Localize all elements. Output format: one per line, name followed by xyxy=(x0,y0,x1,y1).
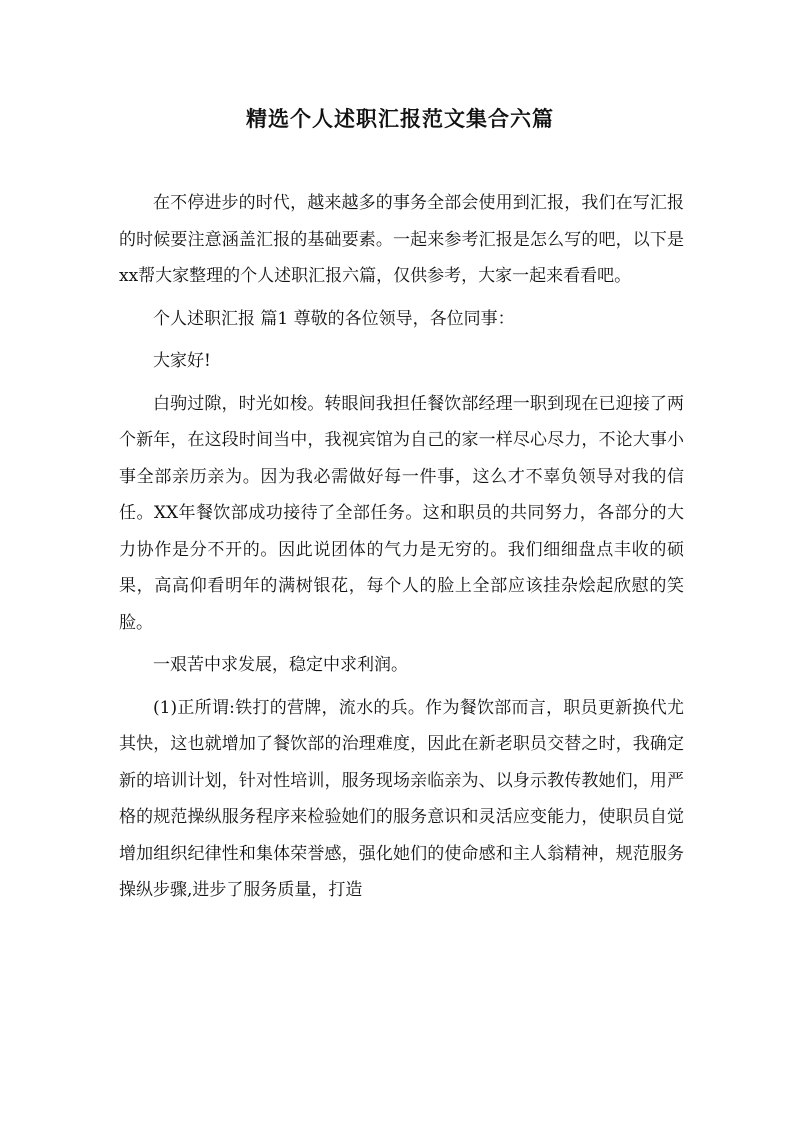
paragraph-greeting: 大家好! xyxy=(153,351,211,371)
paragraph-subheading: 一艰苦中求发展，稳定中求利润。 xyxy=(153,655,408,675)
document-title: 精选个人述职汇报范文集合六篇 xyxy=(246,106,554,131)
paragraph-point-1: (1)正所谓:铁打的营牌，流水的兵。作为餐饮部而言，职员更新换代尤其快，这也就增加了餐饮部的治理难度，因此在新老职员交替之时，我确定新的培训计划，针对性培训，服务现场亲临亲为、以身示教传教她们，用严格的规范操纵服务程序来检验她们的服务意识和灵活应变能力，使职员自觉增加组织纪律性和集体荣誉感，强化她们的使命感和主人翁精神，规范服务操纵步骤,进步了服务质量，打造 xyxy=(119,697,684,900)
document-body xyxy=(119,185,684,915)
paragraph-intro: 在不停进步的时代，越来越多的事务全部会使用到汇报，我们在写汇报的时候要注意涵盖汇报的基础要素。一起来参考汇报是怎么写的吧，以下是xx帮大家整理的个人述职汇报六篇，仅供参考，大家一起来看看吧。 xyxy=(119,193,684,286)
paragraph-section-heading: 个人述职汇报 篇1 尊敬的各位领导，各位同事： xyxy=(153,308,515,329)
paragraph-main: 白驹过隙，时光如梭。转眼间我担任餐饮部经理一职到现在已迎接了两个新年，在这段时间当中，我视宾馆为自己的家一样尽心尽力，不论大事小事全部亲历亲为。因为我必需做好每一件事，这么才不辜负领导对我的信任。XX年餐饮部成功接待了全部任务。这和职员的共同努力，各部分的大力协作是分不开的。因此说团体的气力是无穷的。我们细细盘点丰收的硕果，高高仰看明年的满树银花，每个人的脸上全部应该挂杂烩起欣慰的笑脸。 xyxy=(119,393,684,633)
